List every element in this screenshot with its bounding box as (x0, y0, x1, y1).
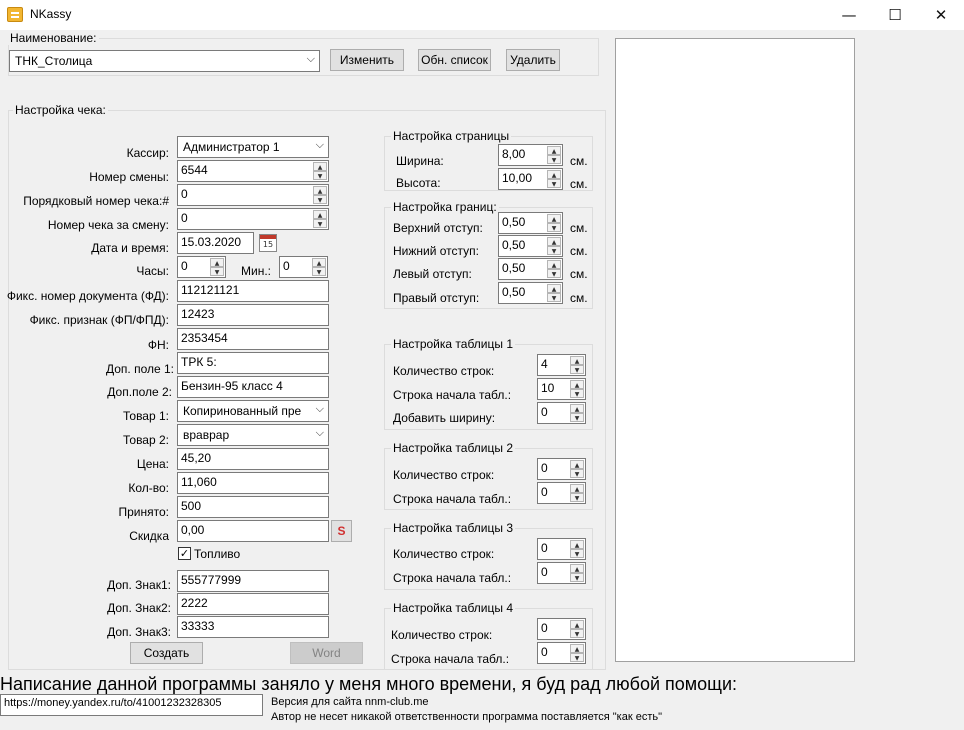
bottom-margin-label: Нижний отступ: (393, 244, 479, 258)
price-field[interactable]: 45,20 (177, 448, 329, 470)
sign1-field[interactable]: 555777999 (177, 570, 329, 592)
stepper-arrows[interactable]: ▲ ▼ (313, 186, 327, 204)
word-button[interactable]: Word (290, 642, 363, 664)
discount-label: Скидка (129, 529, 169, 543)
page-settings-title: Настройка страницы (393, 129, 510, 143)
unit-label: см. (570, 291, 588, 305)
qty-field[interactable]: 11,060 (177, 472, 329, 494)
stepper-arrows[interactable]: ▲ ▼ (547, 214, 561, 232)
extra2-field[interactable]: Бензин-95 класс 4 (177, 376, 329, 398)
chevron-down-icon: ⌵ (315, 138, 324, 151)
stepper-arrows[interactable]: ▲ ▼ (570, 540, 584, 558)
fn-field[interactable]: 2353454 (177, 328, 329, 350)
unit-label: см. (570, 244, 588, 258)
table3-rows-label: Количество строк: (393, 547, 495, 561)
sign1-label: Доп. Знак1: (107, 578, 171, 592)
right-margin-label: Правый отступ: (393, 291, 480, 305)
donate-link-field[interactable]: https://money.yandex.ru/to/410012323283​05 (0, 694, 263, 716)
extra1-label: Доп. поле 1: (105, 362, 174, 376)
left-margin-stepper[interactable]: 0,50 ▲ ▼ (498, 258, 563, 280)
fn-label: ФН: (147, 338, 169, 352)
table3-title: Настройка таблицы 3 (393, 521, 513, 535)
table3-start-stepper[interactable]: 0 ▲ ▼ (537, 562, 586, 584)
table1-title: Настройка таблицы 1 (393, 337, 513, 351)
qty-label: Кол-во: (128, 481, 169, 495)
fp-field[interactable]: 12423 (177, 304, 329, 326)
page-height-label: Высота: (396, 176, 441, 190)
unit-label: см. (570, 267, 588, 281)
fp-label: Фикс. признак (ФП/ФПД): (29, 313, 169, 327)
title-bar (0, 0, 964, 30)
received-label: Принято: (118, 505, 169, 519)
hours-stepper[interactable]: 0 ▲ ▼ (177, 256, 226, 278)
page-width-label: Ширина: (396, 154, 444, 168)
extra1-field[interactable]: ТРК 5: (177, 352, 329, 374)
table3-start-label: Строка начала табл.: (393, 571, 512, 585)
shift-label: Номер смены: (89, 170, 169, 184)
right-margin-stepper[interactable]: 0,50 ▲ ▼ (498, 282, 563, 304)
stepper-arrows[interactable]: ▲ ▼ (547, 260, 561, 278)
refresh-list-button[interactable]: Обн. список (418, 49, 491, 71)
stepper-arrows[interactable]: ▲ ▼ (210, 258, 224, 276)
chevron-down-icon: ⌵ (315, 426, 324, 439)
maximize-button[interactable]: ☐ (888, 6, 902, 24)
stepper-arrows[interactable]: ▲ ▼ (570, 380, 584, 398)
fuel-checkbox[interactable]: ✓ (179, 547, 190, 560)
table4-title: Настройка таблицы 4 (393, 601, 513, 615)
item1-label: Товар 1: (123, 409, 169, 423)
item1-select[interactable]: Копиринованный пре ⌵ (177, 400, 329, 422)
date-field[interactable]: 15.03.2020 (177, 232, 254, 254)
table4-rows-label: Количество строк: (391, 628, 493, 642)
window-title: NKassy (30, 7, 72, 21)
price-label: Цена: (136, 457, 169, 471)
top-margin-stepper[interactable]: 0,50 ▲ ▼ (498, 212, 563, 234)
stepper-arrows[interactable]: ▲ ▼ (313, 210, 327, 228)
table1-start-label: Строка начала табл.: (393, 388, 512, 402)
stepper-arrows[interactable]: ▲ ▼ (547, 170, 561, 188)
table1-rows-stepper[interactable]: 4 ▲ ▼ (537, 354, 586, 376)
sign3-field[interactable]: 33333 (177, 616, 329, 638)
table1-width-label: Добавить ширину: (393, 411, 496, 425)
stepper-arrows[interactable]: ▲ ▼ (313, 162, 327, 180)
table4-start-label: Строка начала табл.: (391, 652, 510, 666)
stepper-arrows[interactable]: ▲ ▼ (570, 644, 584, 662)
minimize-button[interactable]: — (841, 6, 857, 24)
disclaimer-text: Автор не несет никакой ответственности программа поставляется "как есть" (271, 711, 662, 723)
page-width-stepper[interactable]: 8,00 ▲ ▼ (498, 144, 563, 166)
table2-rows-label: Количество строк: (393, 468, 495, 482)
stepper-arrows[interactable]: ▲ ▼ (547, 237, 561, 255)
check-in-shift-label: Номер чека за смену: (47, 218, 169, 232)
cashier-label: Кассир: (126, 146, 169, 160)
fd-label: Фикс. номер документа (ФД): (6, 289, 169, 303)
stepper-arrows[interactable]: ▲ ▼ (570, 620, 584, 638)
unit-label: см. (570, 177, 588, 191)
hours-label: Часы: (136, 264, 169, 278)
minutes-stepper[interactable]: 0 ▲ ▼ (279, 256, 328, 278)
cashier-select[interactable]: Администратор 1 ⌵ (177, 136, 329, 158)
extra2-label: Доп.поле 2: (107, 385, 172, 399)
stepper-arrows[interactable]: ▲ ▼ (547, 284, 561, 302)
table2-rows-stepper[interactable]: 0 ▲ ▼ (537, 458, 586, 480)
received-field[interactable]: 500 (177, 496, 329, 518)
table4-rows-stepper[interactable]: 0 ▲ ▼ (537, 618, 586, 640)
sign2-field[interactable]: 2222 (177, 593, 329, 615)
seq-number-stepper[interactable]: 0 ▲ ▼ (177, 184, 329, 206)
table2-start-label: Строка начала табл.: (393, 492, 512, 506)
stepper-arrows[interactable]: ▲ ▼ (570, 460, 584, 478)
table2-title: Настройка таблицы 2 (393, 441, 513, 455)
create-button[interactable]: Создать (130, 642, 203, 664)
unit-label: см. (570, 221, 588, 235)
stepper-arrows[interactable]: ▲ ▼ (570, 404, 584, 422)
name-label: Наименование: (10, 31, 97, 45)
stepper-arrows[interactable]: ▲ ▼ (570, 356, 584, 374)
item2-select[interactable]: вравраp ⌵ (177, 424, 329, 446)
datetime-label: Дата и время: (91, 241, 169, 255)
table1-width-stepper[interactable]: 0 ▲ ▼ (537, 402, 586, 424)
stepper-arrows[interactable]: ▲ ▼ (547, 146, 561, 164)
stepper-arrows[interactable]: ▲ ▼ (570, 484, 584, 502)
page-height-stepper[interactable]: 10,00 ▲ ▼ (498, 168, 563, 190)
table2-start-stepper[interactable]: 0 ▲ ▼ (537, 482, 586, 504)
app-icon (7, 7, 23, 22)
table3-rows-stepper[interactable]: 0 ▲ ▼ (537, 538, 586, 560)
chevron-down-icon: ⌵ (306, 52, 315, 65)
unit-label: см. (570, 154, 588, 168)
close-button[interactable]: ✕ (934, 6, 948, 24)
table4-start-stepper[interactable]: 0 ▲ ▼ (537, 642, 586, 664)
receipt-settings-title: Настройка чека: (15, 103, 106, 117)
discount-s-button[interactable]: S (331, 520, 352, 542)
fd-field[interactable]: 112121121 (177, 280, 329, 302)
change-button[interactable]: Изменить (330, 49, 404, 71)
donate-text: Написание данной программы заняло у меня много времени, я буд рад любой помощи: (0, 674, 738, 694)
margins-title: Настройка границ: (393, 200, 497, 214)
left-margin-label: Левый отступ: (393, 267, 472, 281)
seq-label: Порядковый номер чека:# (23, 194, 169, 208)
version-text: Версия для сайта nnm-club.me (271, 696, 429, 708)
sign3-label: Доп. Знак3: (107, 625, 171, 639)
fuel-checkbox-label: Топливо (194, 547, 241, 561)
calendar-icon[interactable]: 15 (259, 234, 277, 252)
name-select[interactable]: ТНК_Столица ⌵ (9, 50, 320, 72)
chevron-down-icon: ⌵ (315, 402, 324, 415)
stepper-arrows[interactable]: ▲ ▼ (312, 258, 326, 276)
table1-rows-label: Количество строк: (393, 364, 495, 378)
delete-button[interactable]: Удалить (506, 49, 560, 71)
receipt-preview-panel (615, 38, 855, 662)
check-in-shift-stepper[interactable]: 0 ▲ ▼ (177, 208, 329, 230)
sign2-label: Доп. Знак2: (107, 601, 171, 615)
top-margin-label: Верхний отступ: (393, 221, 483, 235)
minutes-label: Мин.: (241, 264, 271, 278)
table1-start-stepper[interactable]: 10 ▲ ▼ (537, 378, 586, 400)
item2-label: Товар 2: (123, 433, 169, 447)
stepper-arrows[interactable]: ▲ ▼ (570, 564, 584, 582)
shift-number-stepper[interactable]: 6544 ▲ ▼ (177, 160, 329, 182)
bottom-margin-stepper[interactable]: 0,50 ▲ ▼ (498, 235, 563, 257)
discount-field[interactable]: 0,00 (177, 520, 329, 542)
